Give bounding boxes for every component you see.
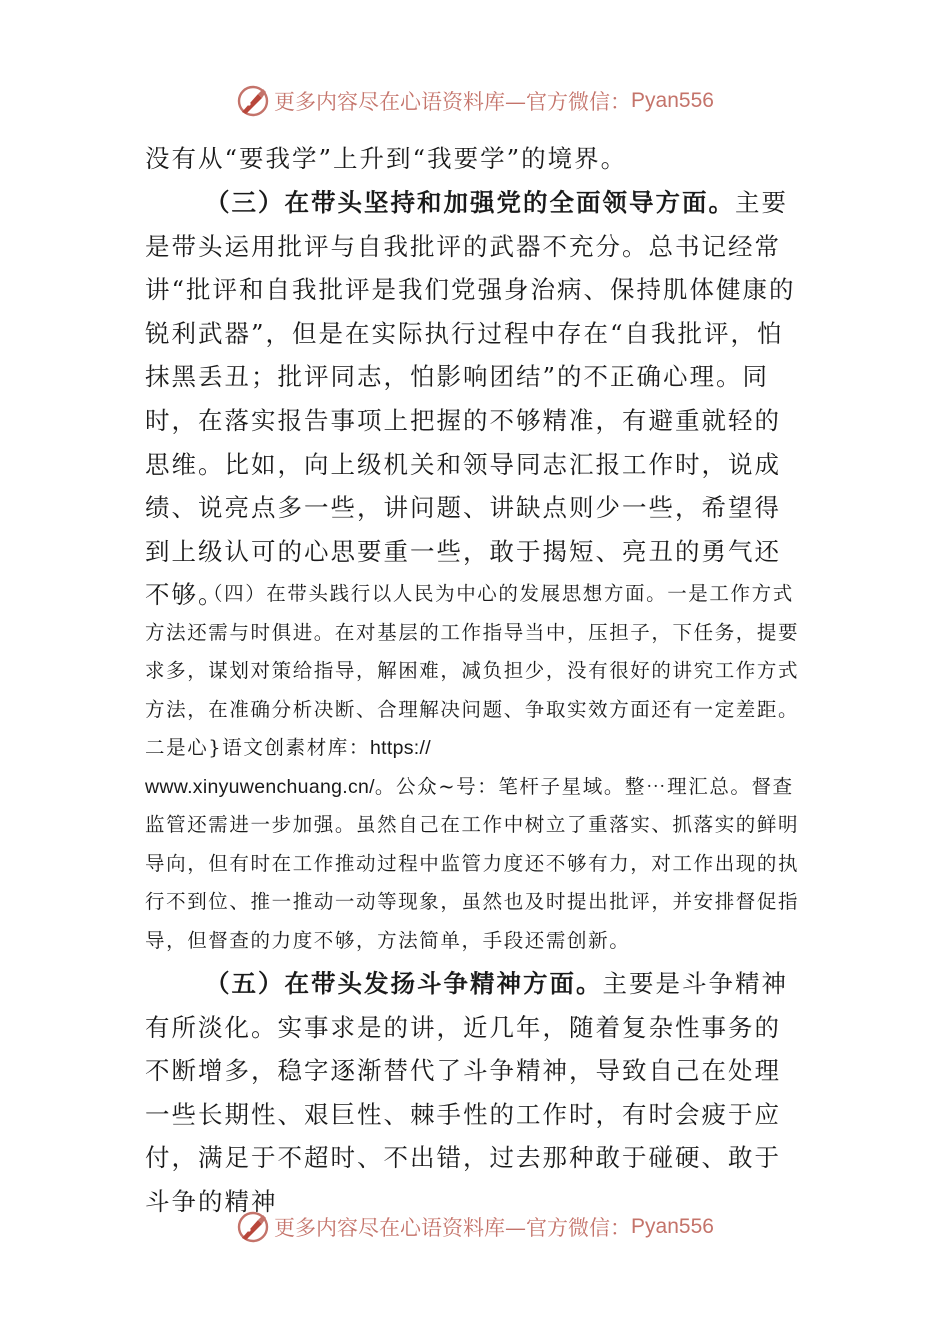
banner-text: 更多内容尽在心语资料库—官方微信：: [274, 90, 632, 114]
banner-wechat-id: Pyan556: [631, 1215, 714, 1238]
footer-banner: [0, 1210, 950, 1244]
pen-nib-logo-icon: [236, 1210, 270, 1244]
paragraph-text: （四）在带头践行以人民为中心的发展思想方面。一是工作方式方法还需与时俱进。在对基层的工作指导当中，压担子，下任务，提要求多，谋划对策给指导，解困难，减负担少，没有很好的讲究工作方式方法，在准确分析决断、合理解决问题、争取实效方面还有一定差距。二是心}语文创素材库：: [145, 582, 800, 759]
url-text: www.xinyuwenchuang.cn/: [145, 775, 375, 798]
banner-wechat-id: Pyan556: [631, 89, 714, 112]
paragraph-continued: [145, 137, 805, 181]
paragraph-text: 。公众~号：笔杆子星域。整⋯理汇总。督查监管还需进一步加强。虽然自己在工作中树立了重落实、抓落实的鲜明导向，但有时在工作推动过程中监管力度还不够有力，对工作出现的执行不到位、推一推动一动等现象，虽然也及时提出批评，并安排督促指导，但督查的力度不够，方法简单，手段还需创新。: [145, 774, 800, 952]
paragraph-text: 主要是带头运用批评与自我批评的武器不充分。总书记经常讲“批评和自我批评是我们党强身治病、保持肌体健康的锐利武器”，但是在实际执行过程中存在“自我批评，怕抹黑丢丑；批评同志，怕影响团结”的不正确心理。同时，在落实报告事项上把握的不够精准，有避重就轻的思维。比如，向上级机关和领导同志汇报工作时，说成绩、说亮点多一些，讲问题、讲缺点则少一些，希望得到上级认可的心思要重一些，敢于揭短、亮丑的勇气还不够。: [145, 188, 796, 610]
section-heading: （五）在带头发扬斗争精神方面。: [205, 969, 603, 998]
paragraph-section-3: [145, 181, 805, 617]
url-text: https://: [370, 737, 431, 759]
paragraph-section-4: [145, 575, 805, 960]
paragraph-text: 没有从“要我学”上升到“我要学”的境界。: [145, 144, 628, 173]
pen-nib-logo-icon: [236, 84, 270, 118]
section-heading: （三）在带头坚持和加强党的全面领导方面。: [205, 188, 735, 217]
banner-text: 更多内容尽在心语资料库—官方微信：: [274, 1216, 632, 1240]
header-banner: [0, 84, 950, 118]
paragraph-text: 主要是斗争精神有所淡化。实事求是的讲，近几年，随着复杂性事务的不断增多，稳字逐渐替代了斗争精神，导致自己在处理一些长期性、艰巨性、棘手性的工作时，有时会疲于应付，满足于不超时、不出错，过去那种敢于碰硬、敢于斗争的精神: [145, 969, 788, 1216]
paragraph-section-5: [145, 962, 805, 1224]
